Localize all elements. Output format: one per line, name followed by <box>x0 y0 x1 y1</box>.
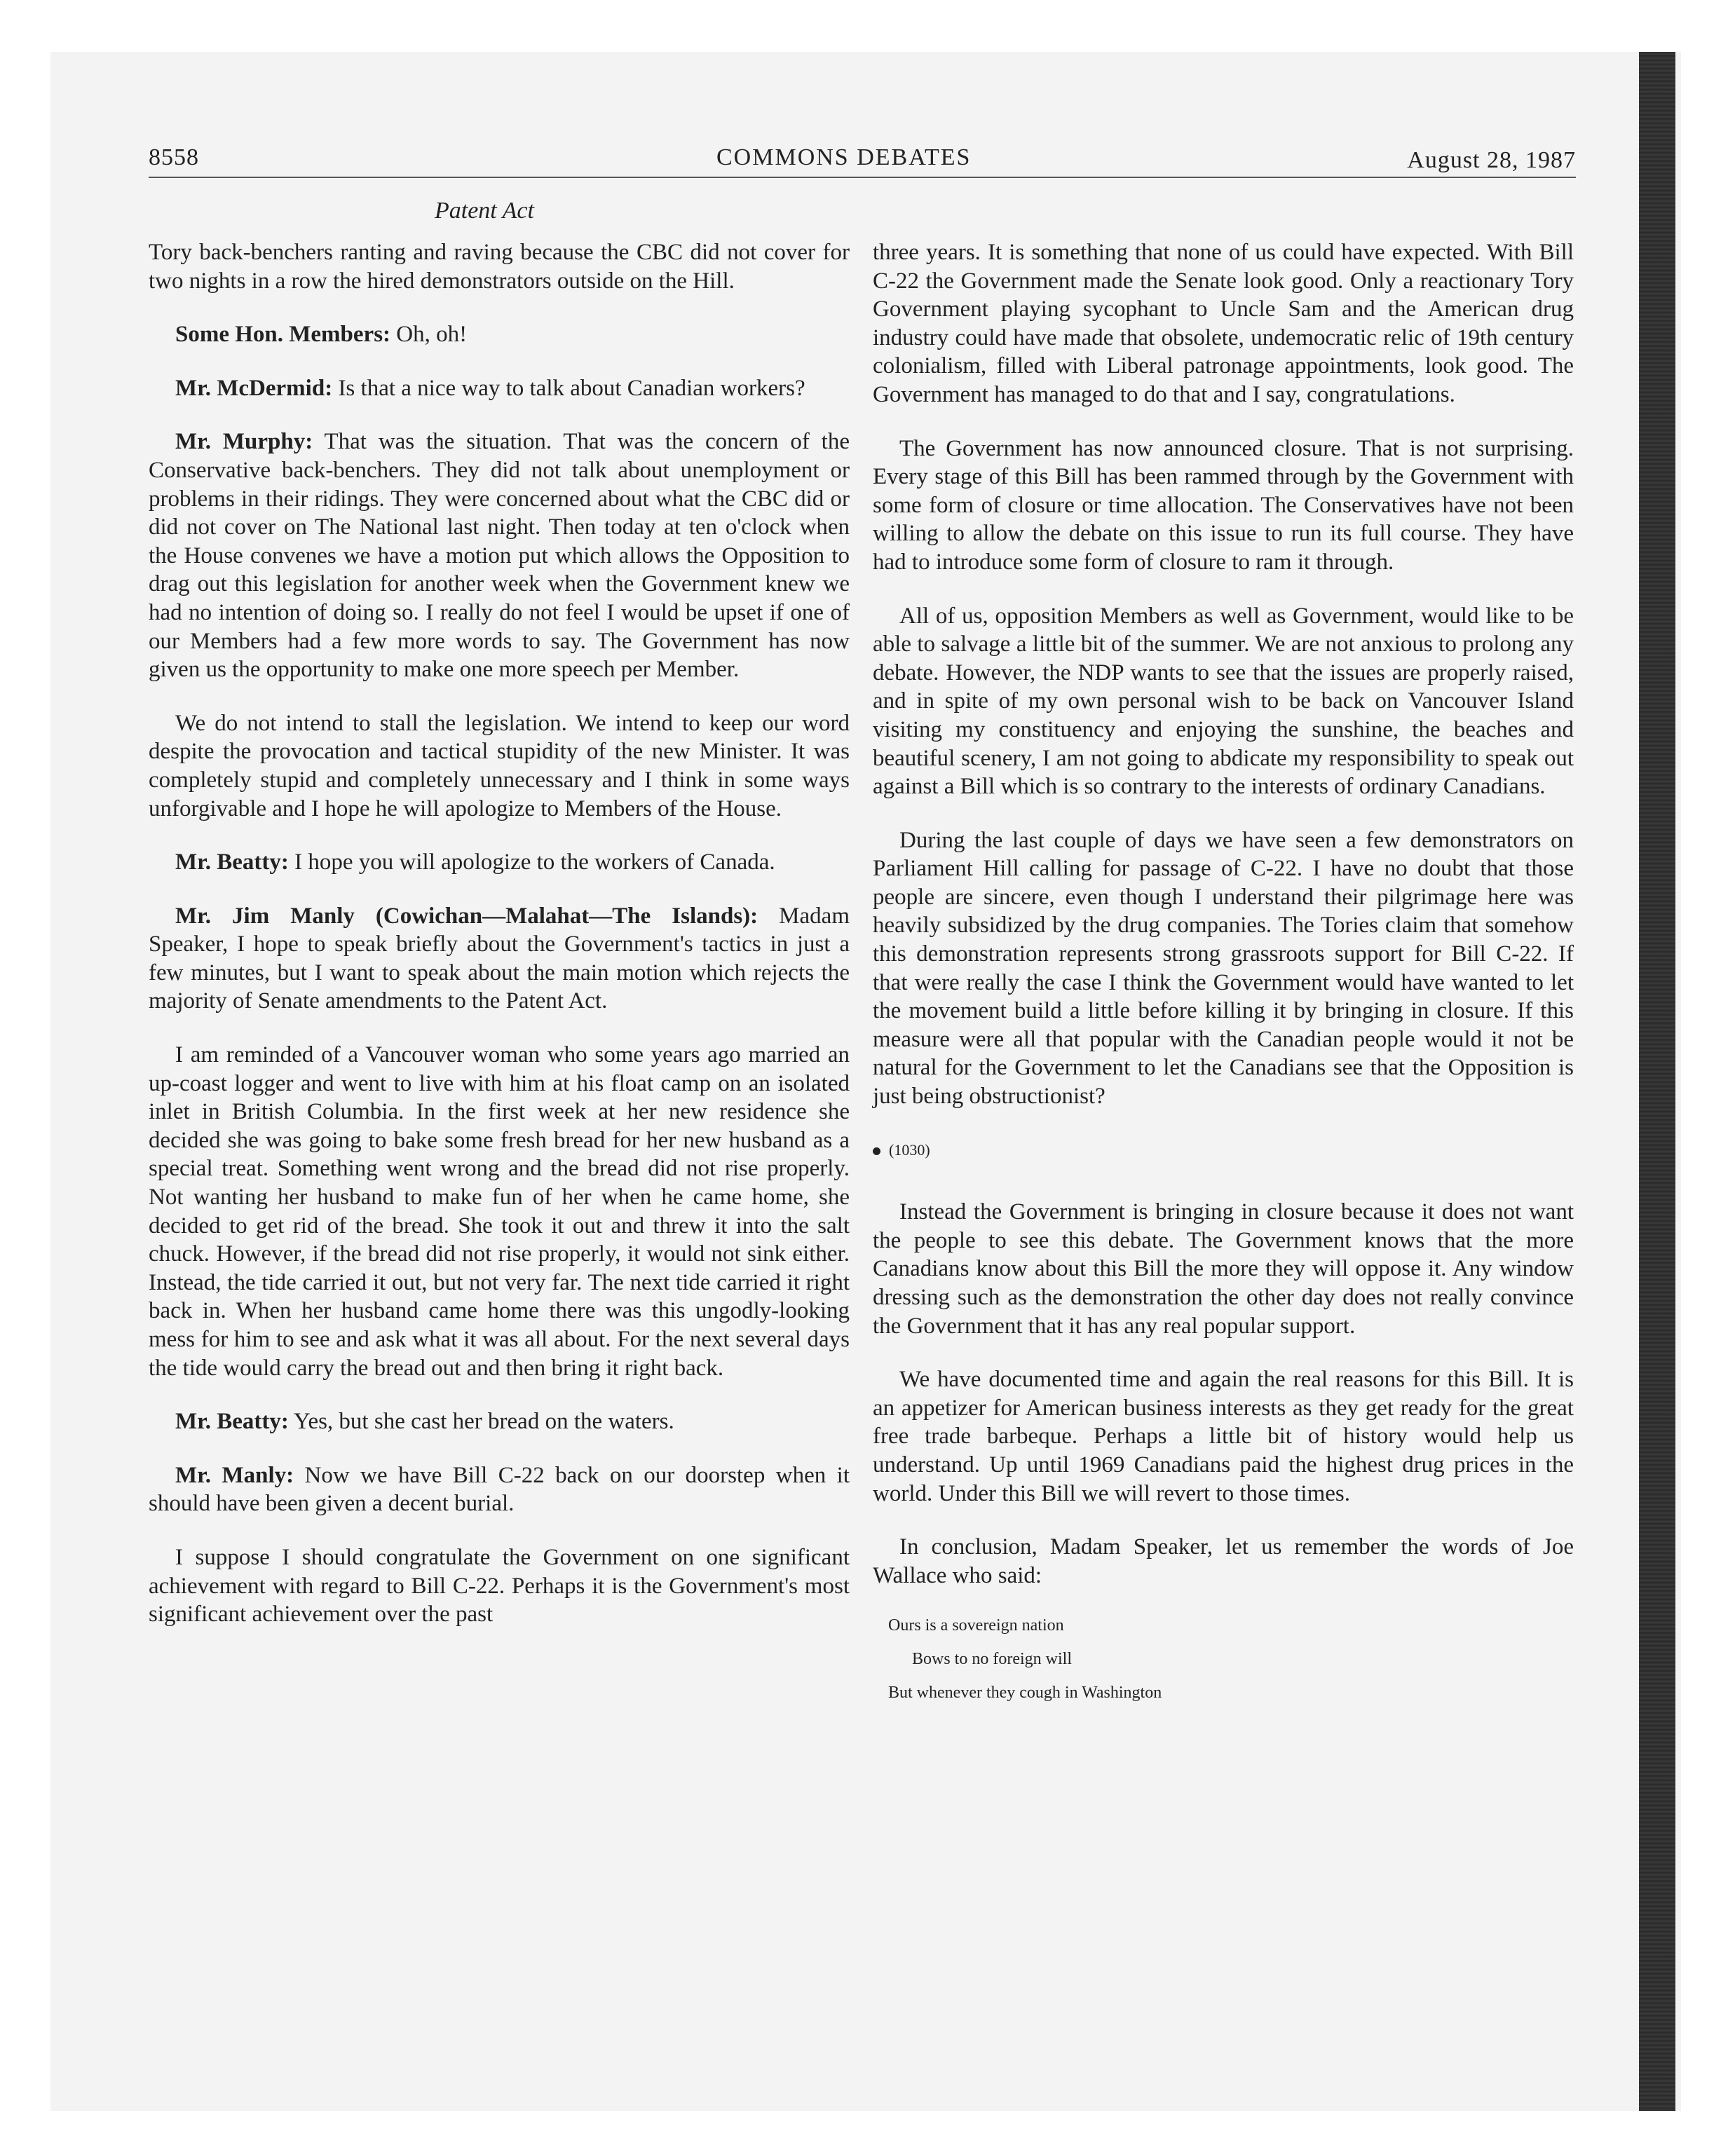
speech-text: Oh, oh! <box>390 322 468 348</box>
paragraph: three years. It is something that none of us could have expected. With Bill C-22 the Government made the Senate look good. Only a reactionary Tory Government playing sycophant to Uncle Sam and the American drug industry could have made that obsolete, undemocratic relic of 19th century colonialism, filled with Liberal patronage appointments, look good. The Government has managed to do that and I say, congratulations. <box>873 240 1574 407</box>
page-number: 8558 <box>149 144 199 170</box>
speech-text: I hope you will apologize to the workers of Canada. <box>288 850 775 875</box>
speech-text: Now we have Bill C-22 back on our doorstep when it should have been given a decent burial. <box>149 1462 850 1517</box>
speech <box>149 1461 850 1518</box>
paragraph <box>149 709 850 823</box>
speaker-name: Mr. Manly: <box>175 1462 294 1488</box>
time-marker-text: (1030) <box>889 1140 930 1159</box>
paragraph-text: I am reminded of a Vancouver woman who some years ago married an up-coast logger and went to live with him at his float camp on an isolated inlet in British Columbia. In the first week at her new residence she decided she was going to bake some fresh bread for her new husband as a special treat. Something went wrong and the bread did not rise properly. Not wanting her husband to make fun of her when he came home, she decided to get rid of the bread. She took it out and threw it into the salt chuck. However, if the bread did not rise properly, it would not sink either. Instead, the tide carried it out, but not very far. The next tide carried it right back in. When her husband came home there was this ungodly-looking mess for him to see and ask what it was all about. For the next several days the tide would carry the bread out and then bring it right back. <box>149 1042 850 1381</box>
paragraph-text: Tory back-benchers ranting and raving because the CBC did not cover for two nights in a row the hired demonstrators outside on the Hill. <box>149 240 850 294</box>
verse-line: Bows to no foreign will <box>912 1650 1072 1669</box>
speaker-name: Mr. Jim Manly (Cowichan—Malahat—The Islands): <box>175 903 758 929</box>
speaker-name: Mr. Murphy: <box>175 429 313 455</box>
bullet-icon <box>873 1147 880 1155</box>
speaker-name: Mr. Beatty: <box>175 1409 289 1435</box>
speech <box>149 320 850 349</box>
time-marker <box>873 1136 1574 1165</box>
paragraph-text: I suppose I should congratulate the Government on one significant achievement with regard to Bill C-22. Perhaps it is the Government's most significant achievement over the past <box>149 1544 850 1628</box>
paragraph: In conclusion, Madam Speaker, let us remember the words of Joe Wallace who said: <box>873 1534 1574 1588</box>
paragraph: During the last couple of days we have seen a few demonstrators on Parliament Hill calling for passage of C-22. I have no doubt that those people are sincere, even though I understand their pilgrimage here was heavily subsidized by the drug companies. The Tories claim that somehow this demonstration represents strong grassroots support for Bill C-22. If that were really the case I think the Government would have wanted to let the movement build a little before killing it by bringing in closure. If this measure were all that popular with the Canadian people would it not be natural for the Government to let the Canadians see that the Opposition is just being obstructionist? <box>873 827 1574 1110</box>
paragraph-text: We do not intend to stall the legislation. We intend to keep our word despite the provocation and tactical stupidity of the new Minister. It was completely stupid and completely unnecessary and I think in some ways unforgivable and I hope he will apologize to Members of the House. <box>149 710 850 821</box>
left-column <box>149 238 850 1654</box>
page-header <box>149 140 1576 182</box>
section-title: Patent Act <box>435 198 534 224</box>
binding-edge <box>1639 52 1675 2111</box>
speech <box>149 374 850 403</box>
verse-line: But whenever they cough in Washington <box>888 1684 1162 1703</box>
paragraph: All of us, opposition Members as well as Government, would like to be able to salvage a little bit of the summer. We are not anxious to prolong any debate. However, the NDP wants to see that the issues are properly raised, and in spite of my own personal wish to be back on Vancouver Island visiting my constituency and enjoying the sunshine, the beaches and beautiful scenery, I am not going to abdicate my responsibility to speak out against a Bill which is so contrary to the interests of ordinary Canadians. <box>873 603 1574 800</box>
speech <box>149 1407 850 1436</box>
speaker-name: Mr. McDermid: <box>175 375 333 401</box>
paragraph: Instead the Government is bringing in closure because it does not want the people to see this debate. The Government knows that the more Canadians know about this Bill the more they will oppose it. Any window dressing such as the demonstration the other day does not really convince the Government that it has any real popular support. <box>873 1199 1574 1339</box>
paragraph <box>149 1543 850 1629</box>
speech <box>149 902 850 1016</box>
publication-title: COMMONS DEBATES <box>716 144 972 170</box>
speech <box>149 428 850 683</box>
right-column <box>873 238 1574 1716</box>
speaker-name: Mr. Beatty: <box>175 850 289 875</box>
speech-text: That was the situation. That was the concern of the Conservative back-benchers. They did not talk about unemployment or problems in their ridings. They were concerned about what the CBC did or did not cover on The National last night. Then today at ten o'clock when the House convenes we have a motion put which allows the Opposition to drag out this legislation for another week when the Government knew we had no intention of doing so. I really do not feel I would be upset if one of our Members had a few more words to say. The Government has now given us the opportunity to make one more speech per Member. <box>149 429 850 683</box>
speech-text: Is that a nice way to talk about Canadian workers? <box>332 375 805 401</box>
publication-date: August 28, 1987 <box>1407 147 1576 173</box>
speaker-name: Some Hon. Members: <box>175 322 391 348</box>
speech-text: Madam Speaker, I hope to speak briefly about the Government's tactics in just a few minutes, but I want to speak about the main motion which rejects the majority of Senate amendments to the Patent Act. <box>149 903 850 1014</box>
header-rule <box>149 177 1576 178</box>
paragraph <box>149 1041 850 1382</box>
paragraph: We have documented time and again the real reasons for this Bill. It is an appetizer for American business interests as they get ready for the great free trade barbeque. Perhaps a little bit of history would help us understand. Up until 1969 Canadians paid the highest drug prices in the world. Under this Bill we will revert to those times. <box>873 1367 1574 1506</box>
paragraph <box>149 238 850 295</box>
verse-line: Ours is a sovereign nation <box>888 1616 1064 1635</box>
speech <box>149 848 850 877</box>
speech-text: Yes, but she cast her bread on the waters. <box>288 1409 674 1435</box>
paragraph: The Government has now announced closure. That is not surprising. Every stage of this Bill has been rammed through by the Government with some form of closure or time allocation. The Conservatives have not been willing to allow the debate on this issue to run its full course. They have had to introduce some form of closure to ram it through. <box>873 435 1574 575</box>
